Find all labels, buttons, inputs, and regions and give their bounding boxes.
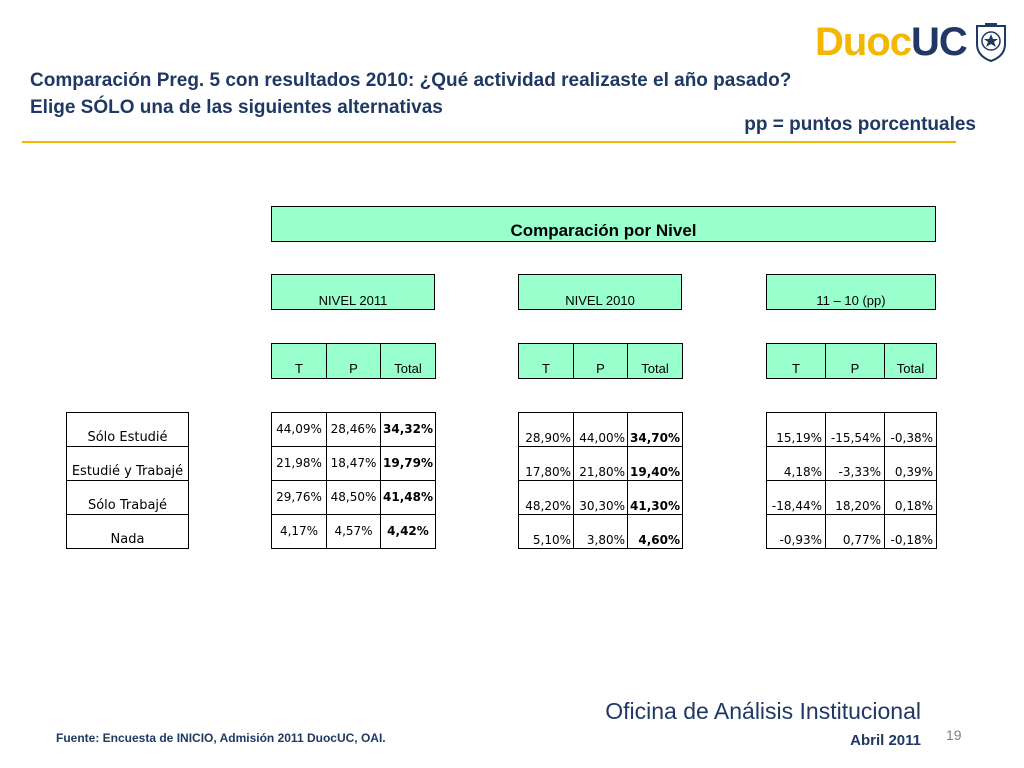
subheader-p: P [327,344,381,379]
logo-duoc-text: Duoc [815,20,911,64]
group-header-label: NIVEL 2011 [318,293,388,308]
cell-p: 21,80% [574,447,628,481]
cell-total: 4,60% [628,515,683,549]
subheader-total: Total [885,344,937,379]
cell-p: 18,20% [826,481,885,515]
cell-t: 4,17% [272,515,327,549]
cell-total: 34,70% [628,413,683,447]
cell-p: 30,30% [574,481,628,515]
subheader-nivel-2011 [271,343,436,379]
uc-seal-icon [973,22,1009,62]
subheader-diff [766,343,937,379]
row-label-estudie-y-trabaje: Estudié y Trabajé [67,447,189,481]
subheader-t: T [272,344,327,379]
group-header-diff [766,274,936,310]
cell-p: -3,33% [826,447,885,481]
comparison-header [271,206,936,242]
cell-p: 18,47% [327,447,381,481]
cell-p: 48,50% [327,481,381,515]
logo-uc-text: UC [911,20,967,64]
cell-t: 21,98% [272,447,327,481]
cell-total: 41,30% [628,481,683,515]
table-row [272,515,436,549]
cell-t: 28,90% [519,413,574,447]
cell-t: 5,10% [519,515,574,549]
table-row [767,515,937,549]
cell-total: -0,18% [885,515,937,549]
footer-date: Abril 2011 [850,732,921,749]
cell-p: 28,46% [327,413,381,447]
header-divider [22,141,956,143]
row-labels [66,412,189,549]
table-row [519,481,683,515]
cell-t: 44,09% [272,413,327,447]
table-row [272,413,436,447]
cell-total: -0,38% [885,413,937,447]
subheader-t: T [767,344,826,379]
cell-p: 4,57% [327,515,381,549]
table-row [272,447,436,481]
cell-t: -0,93% [767,515,826,549]
footer-office: Oficina de Análisis Institucional [605,698,921,724]
table-row [519,447,683,481]
subheader-total: Total [628,344,683,379]
cell-t: 17,80% [519,447,574,481]
subheader-p: P [826,344,885,379]
group-header-label: NIVEL 2010 [565,293,635,308]
cell-total: 4,42% [381,515,436,549]
page-number: 19 [946,727,962,743]
table-row [767,447,937,481]
duocuc-logo [815,20,1009,64]
table-row [272,481,436,515]
table-row [767,481,937,515]
cell-p: 44,00% [574,413,628,447]
pp-note: pp = puntos porcentuales [744,114,976,135]
table-row [519,515,683,549]
slide-title-line-2: Elige SÓLO una de las siguientes alternativas [30,97,443,118]
cell-total: 19,40% [628,447,683,481]
cell-t: 4,18% [767,447,826,481]
data-nivel-2010 [518,412,683,549]
cell-p: -15,54% [826,413,885,447]
group-header-label: 11 – 10 (pp) [816,293,886,308]
cell-total: 19,79% [381,447,436,481]
row-label-solo-estudie: Sólo Estudié [67,413,189,447]
footer-source: Fuente: Encuesta de INICIO, Admisión 2011 DuocUC, OAI. [56,731,386,745]
cell-total: 41,48% [381,481,436,515]
subheader-p: P [574,344,628,379]
group-header-nivel-2011 [271,274,435,310]
subheader-t: T [519,344,574,379]
cell-t: 48,20% [519,481,574,515]
slide-title-line-1: Comparación Preg. 5 con resultados 2010: ¿Qué actividad realizaste el año pasado? [30,70,792,91]
subheader-nivel-2010 [518,343,683,379]
cell-p: 0,77% [826,515,885,549]
cell-t: 15,19% [767,413,826,447]
row-label-nada: Nada [67,515,189,549]
group-header-nivel-2010 [518,274,682,310]
comparison-header-label: Comparación por Nivel [510,221,697,240]
cell-t: 29,76% [272,481,327,515]
cell-t: -18,44% [767,481,826,515]
cell-p: 3,80% [574,515,628,549]
cell-total: 0,18% [885,481,937,515]
row-label-solo-trabaje: Sólo Trabajé [67,481,189,515]
subheader-total: Total [381,344,436,379]
cell-total: 0,39% [885,447,937,481]
cell-total: 34,32% [381,413,436,447]
data-nivel-2011 [271,412,436,549]
data-diff-pp [766,412,937,549]
table-row [519,413,683,447]
table-row [767,413,937,447]
